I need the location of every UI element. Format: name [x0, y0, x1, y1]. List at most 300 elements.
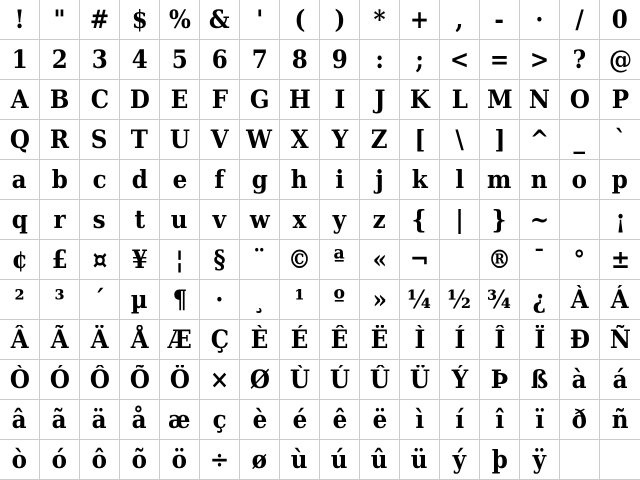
glyph-cell	[480, 400, 520, 440]
glyph: _	[573, 125, 586, 154]
glyph: 2	[51, 45, 68, 74]
glyph: >	[529, 45, 550, 74]
glyph-cell	[480, 360, 520, 400]
glyph: s	[93, 205, 106, 234]
glyph: Ç	[210, 325, 229, 354]
glyph: Y	[331, 125, 348, 154]
glyph-cell	[480, 240, 520, 280]
glyph: P	[611, 85, 629, 114]
glyph: o	[571, 165, 588, 194]
glyph-cell	[320, 160, 360, 200]
glyph-cell	[80, 0, 120, 40]
glyph-cell	[120, 400, 160, 440]
glyph-cell	[400, 120, 440, 160]
glyph-cell	[600, 160, 640, 200]
glyph-cell	[200, 360, 240, 400]
glyph: â	[12, 405, 27, 434]
glyph-cell	[480, 320, 520, 360]
glyph: Ì	[414, 325, 425, 354]
glyph: ¼	[407, 285, 432, 314]
glyph: ]	[494, 125, 505, 154]
glyph-cell	[40, 360, 80, 400]
glyph-cell	[80, 400, 120, 440]
glyph: õ	[131, 445, 148, 474]
glyph: í	[455, 405, 464, 434]
glyph-cell	[120, 40, 160, 80]
glyph-cell	[0, 0, 40, 40]
glyph: ª	[333, 245, 346, 274]
glyph-cell	[440, 40, 480, 80]
glyph-cell	[0, 360, 40, 400]
glyph-cell	[0, 240, 40, 280]
glyph: Ñ	[609, 325, 631, 354]
glyph-cell	[280, 400, 320, 440]
glyph-cell	[280, 160, 320, 200]
glyph: Á	[611, 285, 629, 314]
glyph: ;	[415, 45, 424, 74]
glyph: ®	[488, 245, 511, 274]
glyph: ÷	[209, 445, 230, 474]
glyph-cell	[520, 280, 560, 320]
glyph-cell	[0, 120, 40, 160]
glyph-cell	[560, 320, 600, 360]
glyph-cell	[560, 40, 600, 80]
glyph-cell	[200, 320, 240, 360]
glyph-cell	[280, 240, 320, 280]
glyph: $	[131, 5, 148, 34]
glyph: O	[569, 85, 590, 114]
glyph: ß	[530, 365, 549, 394]
glyph-cell	[440, 360, 480, 400]
glyph-cell	[40, 280, 80, 320]
glyph: Ø	[249, 365, 270, 394]
glyph-cell	[600, 360, 640, 400]
glyph: å	[132, 405, 147, 434]
glyph-cell	[360, 240, 400, 280]
glyph: ¨	[253, 245, 266, 274]
glyph-cell	[160, 80, 200, 120]
glyph: Æ	[167, 325, 192, 354]
glyph-cell	[0, 440, 40, 480]
glyph: Ã	[50, 325, 69, 354]
glyph-cell	[400, 360, 440, 400]
glyph: k	[411, 165, 428, 194]
glyph: £	[51, 245, 68, 274]
glyph: ú	[331, 445, 348, 474]
glyph: T	[130, 125, 149, 154]
glyph-cell	[400, 440, 440, 480]
glyph: &	[209, 5, 230, 34]
glyph: G	[249, 85, 270, 114]
glyph-cell	[400, 320, 440, 360]
glyph: V	[210, 125, 229, 154]
glyph: Å	[130, 325, 149, 354]
glyph: S	[91, 125, 108, 154]
glyph: ¦	[175, 245, 184, 274]
glyph: ~	[529, 205, 550, 234]
glyph: Ë	[370, 325, 389, 354]
glyph: ÿ	[532, 445, 547, 474]
glyph-cell	[280, 440, 320, 480]
glyph: Ò	[9, 365, 30, 394]
glyph: ^	[529, 125, 550, 154]
glyph-cell	[320, 360, 360, 400]
glyph-cell	[40, 0, 80, 40]
glyph: ¢	[11, 245, 28, 274]
glyph-cell	[120, 360, 160, 400]
glyph: «	[372, 245, 387, 274]
glyph-cell	[400, 0, 440, 40]
glyph-cell	[360, 40, 400, 80]
glyph-cell	[160, 440, 200, 480]
glyph: Ó	[49, 365, 70, 394]
glyph-cell	[440, 400, 480, 440]
glyph: Ô	[89, 365, 110, 394]
glyph: 5	[171, 45, 188, 74]
glyph-cell	[240, 280, 280, 320]
glyph-cell	[200, 120, 240, 160]
glyph: 0	[611, 5, 629, 34]
glyph-cell	[520, 160, 560, 200]
glyph: ×	[209, 365, 230, 394]
glyph: Î	[494, 325, 505, 354]
glyph: ¹	[294, 285, 305, 314]
glyph: î	[495, 405, 504, 434]
glyph: ¿	[532, 285, 547, 314]
glyph: À	[570, 285, 589, 314]
glyph-cell	[160, 40, 200, 80]
glyph: n	[531, 165, 548, 194]
glyph-cell	[240, 440, 280, 480]
glyph: ¤	[92, 245, 107, 274]
glyph: ¾	[487, 285, 512, 314]
glyph-cell	[400, 160, 440, 200]
glyph-cell	[320, 240, 360, 280]
glyph-cell	[480, 0, 520, 40]
glyph-cell	[560, 360, 600, 400]
glyph-cell	[440, 200, 480, 240]
glyph-cell	[80, 80, 120, 120]
glyph: 3	[91, 45, 108, 74]
glyph-cell	[520, 0, 560, 40]
glyph-cell	[120, 280, 160, 320]
glyph-cell	[440, 160, 480, 200]
glyph-cell	[80, 240, 120, 280]
glyph: §	[213, 245, 226, 274]
glyph: "	[53, 5, 66, 34]
glyph-cell	[120, 0, 160, 40]
glyph-cell	[80, 160, 120, 200]
glyph-cell	[160, 360, 200, 400]
glyph-cell	[560, 440, 600, 480]
glyph-cell	[0, 40, 40, 80]
glyph-cell	[360, 400, 400, 440]
glyph-cell	[280, 40, 320, 80]
glyph-cell	[160, 240, 200, 280]
glyph-cell	[40, 40, 80, 80]
glyph: É	[290, 325, 309, 354]
glyph-cell	[360, 320, 400, 360]
glyph: |	[455, 205, 464, 234]
glyph: Ü	[409, 365, 430, 394]
glyph-cell	[200, 200, 240, 240]
glyph: à	[572, 365, 587, 394]
glyph: Q	[9, 125, 30, 154]
glyph: ö	[171, 445, 188, 474]
glyph-cell	[200, 160, 240, 200]
glyph-cell	[480, 440, 520, 480]
glyph-cell	[0, 400, 40, 440]
glyph-cell	[160, 120, 200, 160]
glyph-cell	[480, 200, 520, 240]
glyph: á	[612, 365, 628, 394]
glyph: ©	[288, 245, 311, 274]
glyph-cell	[440, 80, 480, 120]
glyph-cell	[400, 40, 440, 80]
glyph-cell	[600, 400, 640, 440]
glyph: ¥	[131, 245, 148, 274]
glyph: Í	[454, 325, 465, 354]
glyph: l	[455, 165, 464, 194]
glyph-cell	[240, 400, 280, 440]
glyph: ¡	[614, 205, 626, 234]
glyph: r	[53, 205, 66, 234]
glyph: h	[291, 165, 308, 194]
glyph: Õ	[129, 365, 150, 394]
glyph: X	[290, 125, 309, 154]
glyph: Â	[10, 325, 29, 354]
glyph: x	[292, 205, 307, 234]
glyph: g	[251, 165, 268, 194]
glyph-cell	[520, 320, 560, 360]
glyph-cell	[40, 200, 80, 240]
glyph: ï	[535, 405, 544, 434]
glyph-cell	[320, 80, 360, 120]
glyph-cell	[320, 0, 360, 40]
glyph: ´	[93, 285, 106, 314]
glyph-cell	[520, 240, 560, 280]
glyph-cell	[120, 200, 160, 240]
glyph-cell	[120, 160, 160, 200]
glyph: ð	[571, 405, 588, 434]
glyph-cell	[160, 280, 200, 320]
glyph: Ö	[169, 365, 190, 394]
glyph: ¸	[253, 285, 266, 314]
glyph: L	[451, 85, 468, 114]
glyph-cell	[600, 40, 640, 80]
glyph-cell	[600, 440, 640, 480]
glyph-cell	[400, 200, 440, 240]
glyph: C	[90, 85, 109, 114]
glyph-cell	[240, 240, 280, 280]
glyph-cell	[0, 160, 40, 200]
glyph-cell	[200, 80, 240, 120]
glyph: Ý	[451, 365, 468, 394]
glyph: f	[214, 165, 225, 194]
glyph-cell	[40, 400, 80, 440]
glyph-cell	[80, 440, 120, 480]
glyph-cell	[520, 80, 560, 120]
glyph-cell	[520, 400, 560, 440]
glyph-cell	[560, 0, 600, 40]
glyph-cell	[600, 280, 640, 320]
glyph: (	[294, 5, 305, 34]
glyph-cell	[200, 40, 240, 80]
glyph-cell	[560, 400, 600, 440]
glyph-cell	[240, 360, 280, 400]
glyph: i	[335, 165, 344, 194]
glyph: ±	[610, 245, 630, 274]
glyph-cell	[360, 440, 400, 480]
glyph: ²	[14, 285, 25, 314]
glyph-cell	[360, 200, 400, 240]
glyph-cell	[440, 0, 480, 40]
glyph-cell	[80, 40, 120, 80]
glyph-cell	[200, 0, 240, 40]
glyph-cell	[240, 0, 280, 40]
glyph: }	[492, 205, 507, 234]
glyph-cell	[600, 240, 640, 280]
glyph: è	[252, 405, 267, 434]
glyph: Ù	[289, 365, 310, 394]
glyph-cell	[480, 120, 520, 160]
glyph-cell	[40, 320, 80, 360]
glyph-cell	[0, 80, 40, 120]
glyph: w	[249, 205, 270, 234]
glyph: :	[375, 45, 384, 74]
glyph: [	[414, 125, 425, 154]
glyph: ç	[212, 405, 227, 434]
glyph-cell	[280, 320, 320, 360]
glyph-cell	[240, 200, 280, 240]
glyph-cell	[400, 80, 440, 120]
glyph: Ð	[569, 325, 590, 354]
glyph: 4	[131, 45, 148, 74]
glyph: Ê	[330, 325, 349, 354]
glyph-cell	[200, 280, 240, 320]
glyph: p	[611, 165, 629, 194]
glyph-cell	[0, 280, 40, 320]
glyph-cell	[280, 280, 320, 320]
glyph: Û	[369, 365, 390, 394]
glyph-cell	[600, 0, 640, 40]
glyph-cell	[280, 120, 320, 160]
glyph-cell	[240, 120, 280, 160]
glyph-cell	[120, 120, 160, 160]
glyph: ü	[411, 445, 428, 474]
glyph-cell	[80, 280, 120, 320]
glyph: Ï	[534, 325, 545, 354]
glyph: R	[49, 125, 70, 154]
glyph: ù	[291, 445, 308, 474]
glyph: W	[246, 125, 273, 154]
glyph: ô	[91, 445, 108, 474]
glyph-cell	[480, 80, 520, 120]
glyph-cell	[440, 320, 480, 360]
glyph-cell	[320, 40, 360, 80]
glyph-cell	[40, 120, 80, 160]
glyph: -	[494, 5, 505, 34]
glyph: Ä	[90, 325, 109, 354]
glyph: H	[288, 85, 311, 114]
glyph: ì	[415, 405, 424, 434]
glyph-cell	[280, 200, 320, 240]
glyph-cell	[520, 440, 560, 480]
glyph-cell	[280, 0, 320, 40]
glyph: °	[573, 245, 586, 274]
glyph-cell	[320, 120, 360, 160]
glyph-cell	[200, 400, 240, 440]
glyph: B	[49, 85, 70, 114]
glyph: ³	[54, 285, 65, 314]
glyph: ý	[452, 445, 467, 474]
glyph: 1	[11, 45, 28, 74]
glyph: z	[372, 205, 387, 234]
glyph-cell	[440, 240, 480, 280]
glyph: 8	[291, 45, 308, 74]
glyph-cell	[120, 240, 160, 280]
glyph-cell	[40, 160, 80, 200]
glyph-cell	[120, 440, 160, 480]
glyph: %	[168, 5, 191, 34]
glyph: é	[292, 405, 307, 434]
glyph: ¶	[172, 285, 187, 314]
glyph-cell	[480, 280, 520, 320]
glyph: v	[212, 205, 227, 234]
glyph: M	[486, 85, 513, 114]
glyph: ¬	[409, 245, 430, 274]
glyph-cell	[480, 160, 520, 200]
glyph-cell	[440, 280, 480, 320]
glyph-cell	[160, 0, 200, 40]
glyph-cell	[600, 200, 640, 240]
glyph: È	[250, 325, 269, 354]
glyph	[455, 247, 465, 272]
glyph-cell	[80, 320, 120, 360]
glyph: ½	[447, 285, 472, 314]
glyph-cell	[0, 320, 40, 360]
glyph: !	[14, 5, 25, 34]
glyph-cell	[560, 280, 600, 320]
glyph: ó	[51, 445, 68, 474]
glyph-cell	[200, 240, 240, 280]
glyph: D	[129, 85, 150, 114]
glyph: Z	[371, 125, 388, 154]
glyph-cell	[600, 80, 640, 120]
glyph: /	[575, 5, 584, 34]
glyph: )	[334, 5, 345, 34]
glyph: A	[10, 85, 29, 114]
glyph-cell	[40, 240, 80, 280]
glyph: #	[89, 5, 110, 34]
glyph-cell	[360, 280, 400, 320]
glyph: E	[170, 85, 189, 114]
glyph: m	[487, 165, 512, 194]
glyph: a	[12, 165, 27, 194]
glyph-cell	[440, 120, 480, 160]
glyph-cell	[320, 320, 360, 360]
glyph: ,	[455, 5, 464, 34]
glyph-cell	[160, 400, 200, 440]
glyph: Þ	[490, 365, 509, 394]
glyph: t	[134, 205, 145, 234]
glyph-cell	[40, 440, 80, 480]
glyph-cell	[560, 160, 600, 200]
glyph: ·	[535, 5, 544, 34]
glyph-cell	[400, 400, 440, 440]
glyph: ?	[572, 45, 587, 74]
glyph: =	[489, 45, 510, 74]
